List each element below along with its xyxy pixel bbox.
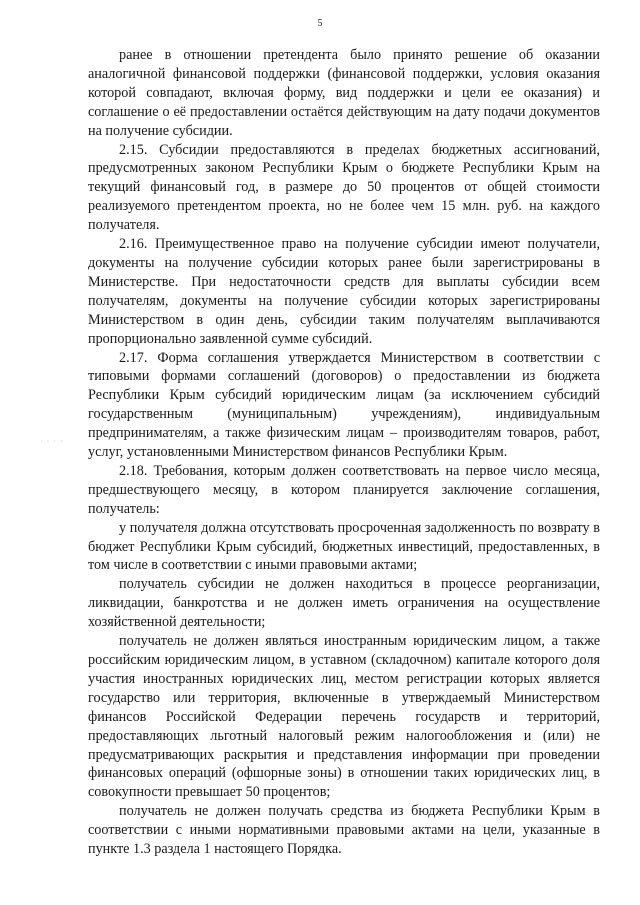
document-body (88, 46, 600, 859)
paragraph-2-16: 2.16. Преимущественное право на получение субсидии имеют получатели, документы на получение субсидии которых ранее были зарегистрированы в Министерстве. При недостаточности средств для выплаты субсидии всем получателям, документы на получение субсидии которых зарегистрированы Министерством в один день, субсидии таким получателям выплачиваются пропорционально заявленной сумме субсидий. (88, 236, 600, 347)
margin-mark: · · · · (40, 437, 64, 446)
page-number: 5 (317, 18, 323, 29)
requirement-not-foreign: получатель не должен являться иностранным юридическим лицом, а также российским юридическим лицом, в уставном (складочном) капитале которого доля участия иностранных юридических лиц, местом регистрации которых является государство или территория, включенные в утверждаемый Министерством финансов Российской Федерации перечень государств и территорий, предоставляющих льготный налоговый режим налогообложения и (или) не предусматривающих раскрытия и представления информации при проведении финансовых операций (офшорные зоны) в отношении таких юридических лиц, в совокупности превышает 50 процентов; (88, 633, 600, 801)
requirement-no-other-funds: получатель не должен получать средства из бюджета Республики Крым в соответствии с иными нормативными правовыми актами на цели, указанные в пункте 1.3 раздела 1 настоящего Порядка. (88, 803, 600, 858)
paragraph-2-15: 2.15. Субсидии предоставляются в пределах бюджетных ассигнований, предусмотренных законом Республики Крым о бюджете Республики Крым на текущий финансовый год, в размере до 50 процентов от общей стоимости реализуемого претендентом проекта, но не более чем 15 млн. руб. на каждого получателя. (88, 141, 600, 234)
paragraph-continuation: ранее в отношении претендента было принято решение об оказании аналогичной финансовой поддержки (финансовой поддержки, условия оказания которой совпадают, включая форму, вид поддержки и цели ее оказания) и соглашение о её предоставлении остаётся действующим на дату подачи документов на получение субсидии. (88, 47, 600, 139)
paragraph-2-18: 2.18. Требования, которым должен соответствовать на первое число месяца, предшествующего месяцу, в котором планируется заключение соглашения, получатель: (88, 462, 600, 517)
paragraph-2-17: 2.17. Форма соглашения утверждается Министерством в соответствии с типовыми формами соглашений (договоров) о предоставлении из бюджета Республики Крым субсидий юридическим лицам (за исключением субсидий государственным (муниципальным) учреждениям), индивидуальным предпринимателям, а также физическим лицам – производителям товаров, работ, услуг, установленными Министерством финансов Республики Крым. (88, 349, 600, 461)
requirement-no-debt: у получателя должна отсутствовать просроченная задолженность по возврату в бюджет Республики Крым субсидий, бюджетных инвестиций, предоставленных, в том числе в соответствии с иными правовыми актами; (88, 519, 600, 574)
requirement-no-reorganization: получатель субсидии не должен находиться в процессе реорганизации, ликвидации, банкротства и не должен иметь ограничения на осуществление хозяйственной деятельности; (88, 576, 600, 631)
